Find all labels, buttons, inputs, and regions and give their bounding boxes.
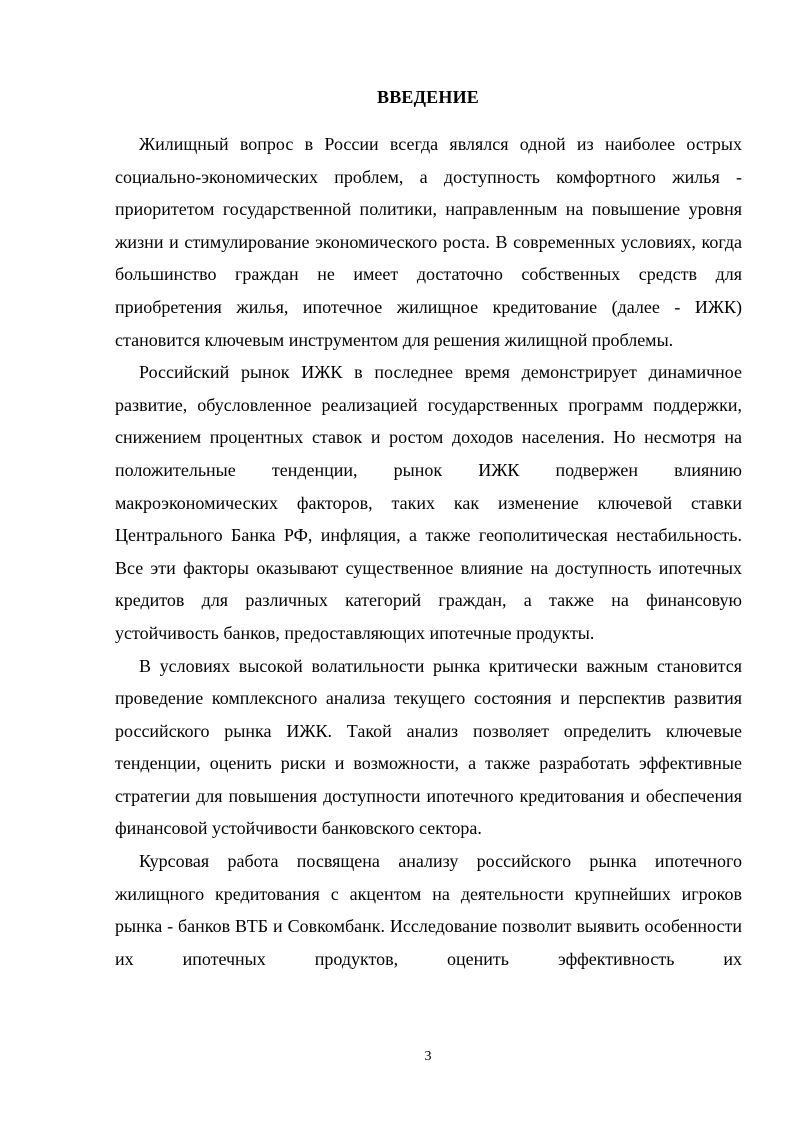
paragraph-4: Курсовая работа посвящена анализу российского рынка ипотечного жилищного кредитования с акцентом на деятельности крупнейших игроков рынка - банков ВТБ и Совкомбанк. Исследование позволит выявить особенности их ипотечных продуктов, оценить эффективность их <box>115 851 742 969</box>
paragraph-2: Российский рынок ИЖК в последнее время демонстрирует динамичное развитие, обусловленное реализацией государственных программ поддержки, снижением процентных ставок и ростом доходов населения. Но несмотря на положительные тенденции, рынок ИЖК подвержен влиянию макроэкономических факторов, таких как изменение ключевой ставки Центрального Банка РФ, инфляция, а также геополитическая нестабильность. Все эти факторы оказывают существенное влияние на доступность ипотечных кредитов для различных категорий граждан, а также на финансовую устойчивость банков, предоставляющих ипотечные продукты. <box>115 362 742 643</box>
document-body <box>115 128 742 975</box>
page-number: 3 <box>424 1049 432 1064</box>
paragraph-1: Жилищный вопрос в России всегда являлся одной из наиболее острых социально-экономических проблем, а доступность комфортного жилья - приоритетом государственной политики, направленным на повышение уровня жизни и стимулирование экономического роста. В современных условиях, когда большинство граждан не имеет достаточно собственных средств для приобретения жилья, ипотечное жилищное кредитование (далее - ИЖК) становится ключевым инструментом для решения жилищной проблемы. <box>115 134 742 350</box>
page-title: ВВЕДЕНИЕ <box>376 87 479 107</box>
paragraph-3: В условиях высокой волатильности рынка критически важным становится проведение комплексного анализа текущего состояния и перспектив развития российского рынка ИЖК. Такой анализ позволяет определить ключевые тенденции, оценить риски и возможности, а также разработать эффективные стратегии для повышения доступности ипотечного кредитования и обеспечения финансовой устойчивости банковского сектора. <box>115 655 742 839</box>
